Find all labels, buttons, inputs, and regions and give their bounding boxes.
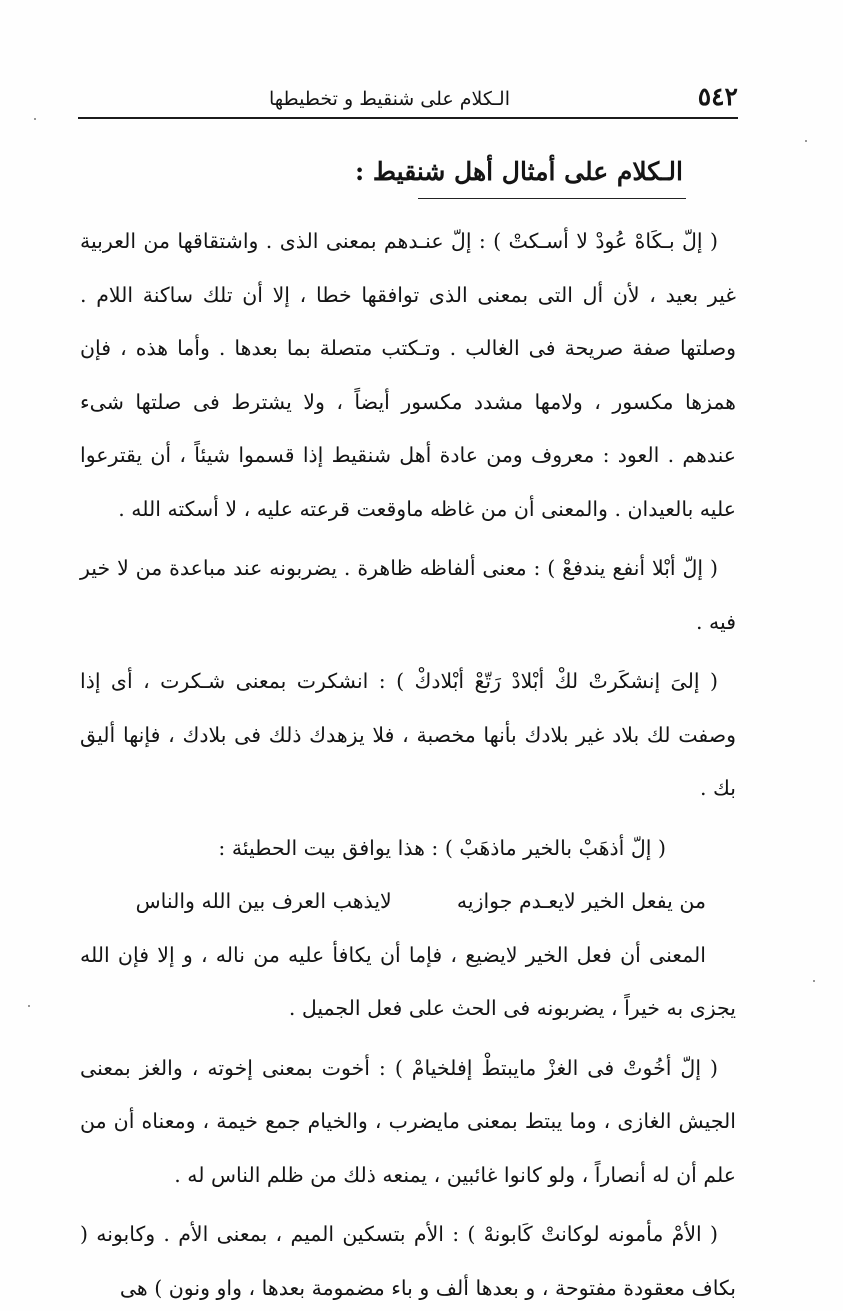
header-rule	[78, 117, 738, 119]
paper-speck	[34, 118, 36, 120]
paragraph-proverb-5: ( إلّ أخُوتْ فى الغزْ مايبتطْ إفلخيامْ ) : أخوت بمعنى إخوته ، والغز بمعنى الجيش الغازى ، وما يبتط بمعنى مايضرب ، والخيام جمع خيمة ، ومعناه أن من علم أن له أنصاراً ، ولو كانوا غائبين ، يمنعه ذلك من ظلم الناس له .	[80, 1055, 736, 1187]
page-number: ٥٤٢	[697, 82, 738, 111]
paper-speck	[28, 1005, 30, 1007]
paragraph-proverb-6: ( الأمْ مأمونه لوكانتْ كَابونهْ ) : الأم بتسكين الميم ، بمعنى الأم . وكابونه ( بكاف معقودة مفتوحة ، و بعدها ألف و باء مضمومة بعدها ، واو ونون ) هى	[80, 1222, 736, 1300]
paragraph-proverb-3: ( إلىَ إنشكَرتْ لكْ أبْلادْ رَتّعْ أبْلادكْ ) : انشكرت بمعنى شـكرت ، أى إذا وصفت لك بلاد غير بلادك بأنها مخصبة ، فلا يزهدك ذلك فى بلادك ، فإنها أليق بك .	[80, 669, 736, 800]
page-header	[78, 82, 738, 116]
paper-speck	[813, 980, 815, 982]
paragraph-proverb-1: ( إلّ بـكَاهْ عُودْ لا أسـكتْ ) : إلّ عنـدهم بمعنى الذى . واشتقاقها من العربية غير بعيد ، لأن أل التى بمعنى الذى توافقها خطا ، إلا أن تلك ساكنة اللام . وصلتها صفة صريحة فى الغالب . وتـكتب متصلة بما بعدها . وأما هذه ، فإن همزها مكسور ، ولامها مشدد مكسور أيضاً ، ولا يشترط فى صلتها شىء عندهم . العود : معروف ومن عادة أهل شنقيط إذا قسموا شيئاً ، أن يقترعوا عليه بالعيدان . والمعنى أن من غاظه ماوقعت قرعته عليه ، لا أسكته الله .	[80, 229, 736, 521]
section-title: الـكلام على أمثال أهل شنقيط :	[354, 157, 683, 186]
running-head: الـكلام على شنقيط و تخطيطها	[268, 88, 510, 110]
paragraph-proverb-2: ( إلّ أبْلا أنفع يندفعْ ) : معنى ألفاظه ظاهرة . يضربونه عند مباعدة من لا خير فيه .	[80, 556, 736, 634]
page-body	[80, 215, 736, 1315]
title-underline	[418, 198, 686, 199]
paragraph-explanation: المعنى أن فعل الخير لايضيع ، فإما أن يكافأ عليه من ناله ، و إلا فإن الله يجزى به خيراً ، يضربونه فى الحث على فعل الجميل .	[80, 942, 736, 1020]
paper-speck	[805, 140, 807, 142]
poetry-verse: من يفعل الخير لايعـدم جوازيه لايذهب العرف بين الله والناس	[135, 889, 706, 913]
paragraph-proverb-4: ( إلّ أذهَبْ بالخير ماذهَبْ ) : هذا يوافق بيت الحطيئة :	[218, 835, 666, 860]
